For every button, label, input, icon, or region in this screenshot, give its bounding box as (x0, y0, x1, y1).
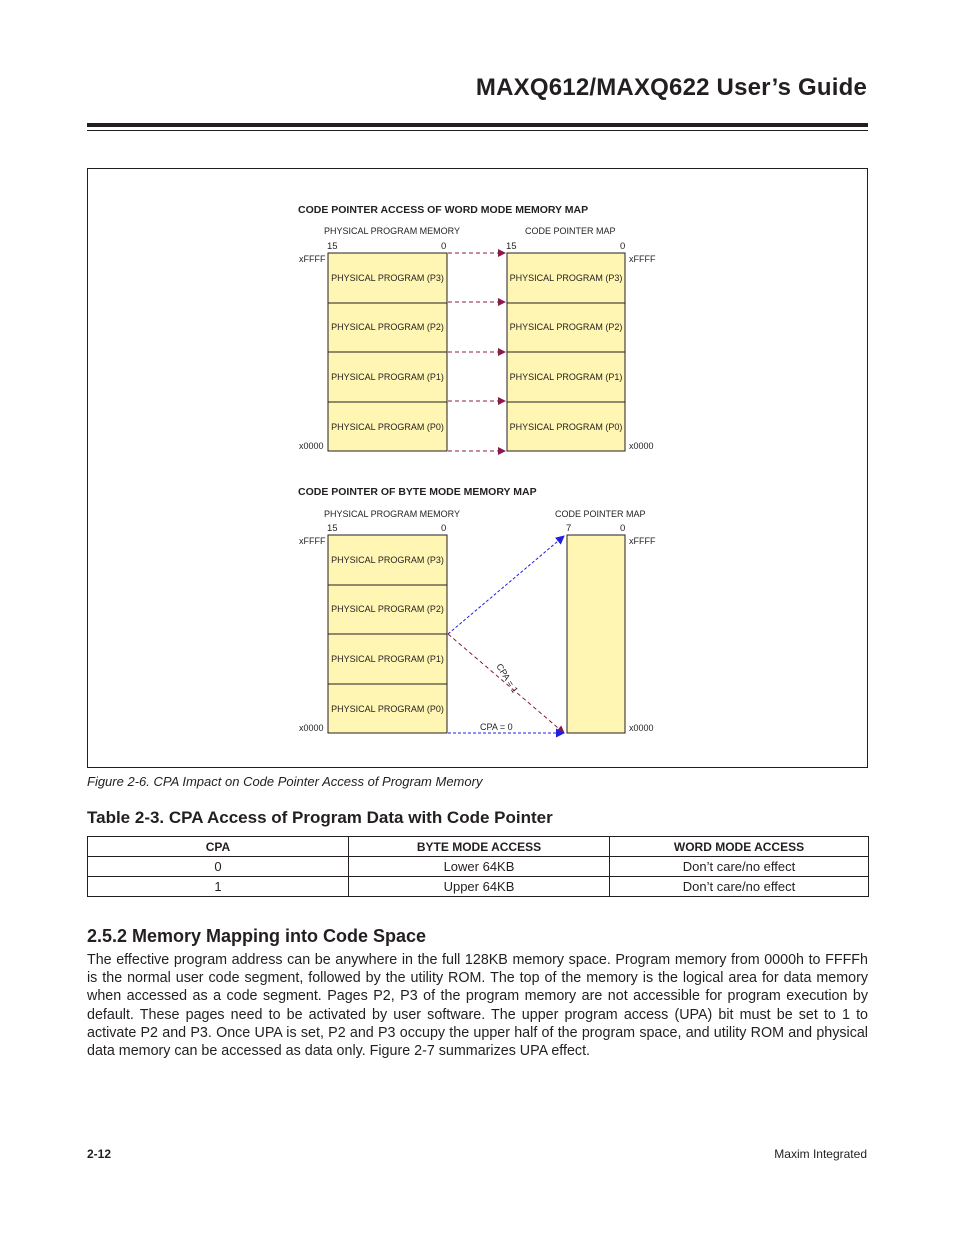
byte-code-pointer-map-block (567, 535, 625, 733)
word-left-bit-high: 15 (327, 241, 338, 252)
word-left-label-p0: PHYSICAL PROGRAM (P0) (331, 422, 444, 432)
word-left-blocks (328, 253, 447, 451)
table-header-byte-mode: BYTE MODE ACCESS (349, 837, 610, 857)
byte-cpa1-label: CPA = 1 (494, 661, 521, 695)
footer-company: Maxim Integrated (774, 1147, 867, 1161)
word-arrows (448, 253, 505, 451)
word-right-label-p1: PHYSICAL PROGRAM (P1) (509, 372, 623, 382)
table-cell: Don’t care/no effect (610, 877, 869, 897)
word-addr-bottom-right: x0000 (629, 441, 654, 451)
byte-arrows (448, 536, 564, 733)
word-addr-top-right: xFFFF (629, 254, 656, 264)
section-title: 2.5.2 Memory Mapping into Code Space (87, 926, 427, 946)
word-left-bit-low: 0 (441, 241, 447, 252)
byte-addr-bottom-right: x0000 (629, 723, 654, 733)
word-addr-top-left: xFFFF (299, 254, 326, 264)
table-cell: 0 (88, 857, 349, 877)
byte-addr-bottom-left: x0000 (299, 723, 324, 733)
word-mode-title: CODE POINTER ACCESS OF WORD MODE MEMORY MAP (298, 204, 589, 216)
word-right-label: CODE POINTER MAP (525, 226, 616, 236)
word-left-label-p3: PHYSICAL PROGRAM (P3) (331, 273, 444, 283)
table-row (88, 857, 869, 877)
word-left-label-p1: PHYSICAL PROGRAM (P1) (331, 372, 444, 382)
byte-addr-top-right: xFFFF (629, 536, 656, 546)
table-row (88, 877, 869, 897)
word-left-label: PHYSICAL PROGRAM MEMORY (324, 226, 461, 236)
word-right-bit-high: 15 (506, 241, 517, 252)
byte-left-label-p0: PHYSICAL PROGRAM (P0) (331, 704, 444, 714)
word-right-label-p0: PHYSICAL PROGRAM (P0) (509, 422, 623, 432)
word-right-label-p3: PHYSICAL PROGRAM (P3) (509, 273, 623, 283)
table-title: Table 2-3. CPA Access of Program Data with Code Pointer (87, 808, 553, 827)
section-body: The effective program address can be anywhere in the full 128KB memory space. Program memory from 0000h to FFFFh is the normal user code segment, followed by the utility ROM. The top of the memory is the logical area for data memory when accessed as a code segment. Pages P2, P3 of the program memory are not accessible for program execution by default. These pages need to be activated by user software. The upper program access (UPA) bit must be set to 1 to activate P2 and P3. Once UPA is set, P2 and P3 occupy the upper half of the program space, and utility ROM and physical data memory can be accessed as data only. Figure 2-7 summarizes UPA effect. (87, 952, 868, 1060)
byte-left-label-p3: PHYSICAL PROGRAM (P3) (331, 555, 444, 565)
cpa-access-table (87, 836, 869, 897)
byte-mode-title: CODE POINTER OF BYTE MODE MEMORY MAP (298, 486, 537, 498)
byte-left-label: PHYSICAL PROGRAM MEMORY (324, 509, 461, 519)
byte-cpa0-label: CPA = 0 (480, 722, 513, 732)
byte-right-label: CODE POINTER MAP (555, 509, 646, 519)
word-right-label-p2: PHYSICAL PROGRAM (P2) (509, 322, 623, 332)
byte-left-label-p1: PHYSICAL PROGRAM (P1) (331, 654, 444, 664)
table-cell: Lower 64KB (349, 857, 610, 877)
byte-addr-top-left: xFFFF (299, 536, 326, 546)
word-right-blocks (507, 253, 625, 451)
table-header-row (88, 837, 869, 857)
byte-right-bit-low: 0 (620, 523, 626, 534)
table-header-word-mode: WORD MODE ACCESS (610, 837, 869, 857)
figure-caption: Figure 2-6. CPA Impact on Code Pointer Access of Program Memory (87, 774, 483, 789)
page-number: 2-12 (87, 1147, 112, 1161)
word-right-bit-low: 0 (620, 241, 626, 252)
word-addr-bottom-left: x0000 (299, 441, 324, 451)
table-header-cpa: CPA (88, 837, 349, 857)
byte-left-blocks (328, 535, 447, 733)
table-cell: Don’t care/no effect (610, 857, 869, 877)
byte-left-bit-low: 0 (441, 523, 447, 534)
byte-right-bit-high: 7 (566, 523, 572, 534)
word-left-label-p2: PHYSICAL PROGRAM (P2) (331, 322, 444, 332)
table-cell: Upper 64KB (349, 877, 610, 897)
byte-arrow-cpa1 (448, 536, 564, 634)
byte-left-bit-high: 15 (327, 523, 338, 534)
page-header-title: MAXQ612/MAXQ622 User’s Guide (475, 74, 867, 101)
byte-left-label-p2: PHYSICAL PROGRAM (P2) (331, 604, 444, 614)
table-cell: 1 (88, 877, 349, 897)
